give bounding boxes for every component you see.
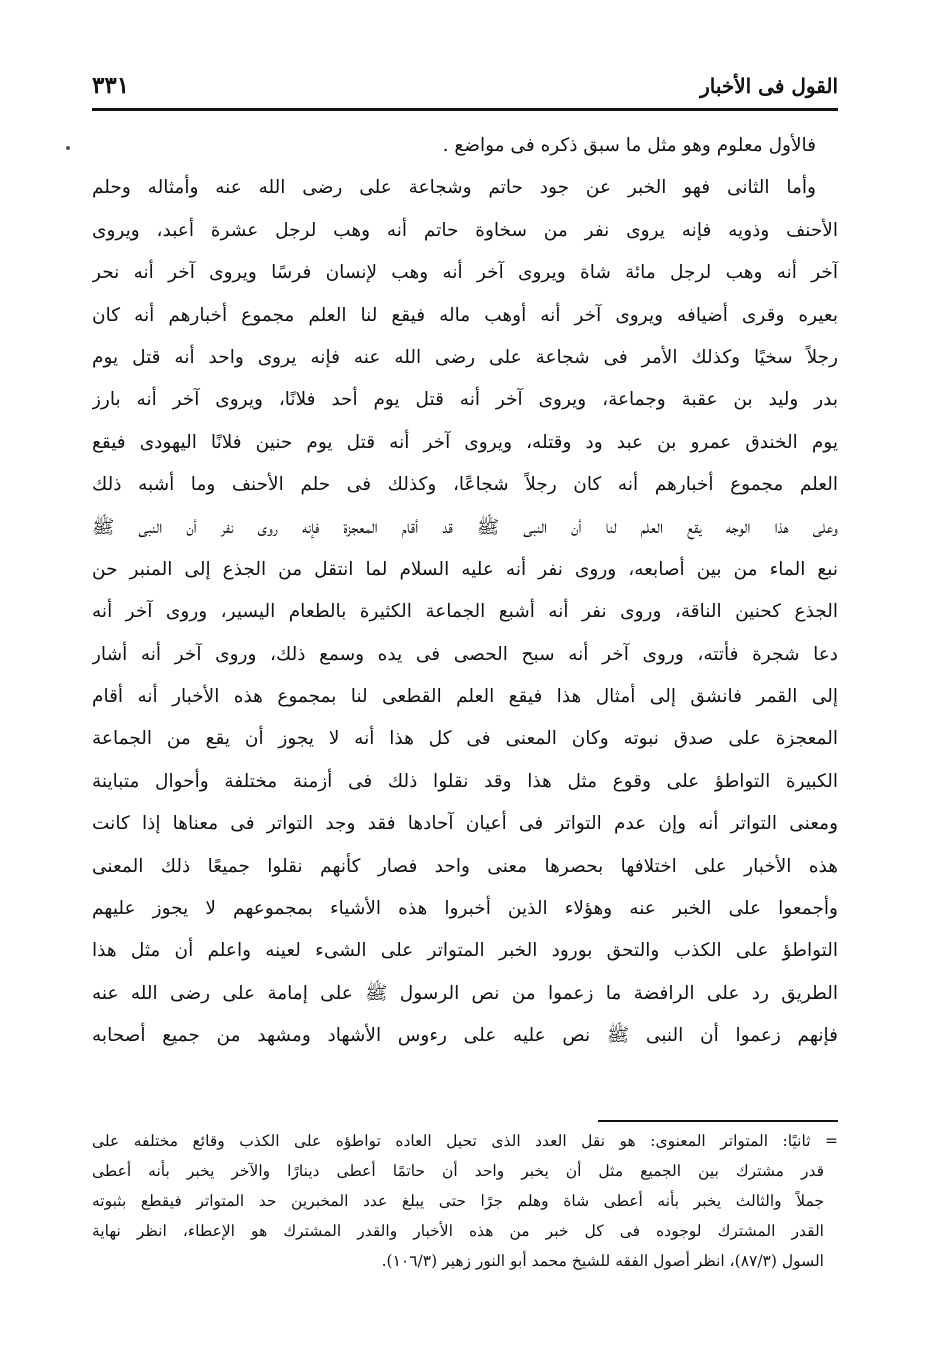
chapter-title: القول فى الأخبار (700, 74, 838, 98)
text-line: رجلاً سخيًا وكذلك الأمر فى شجاعة على رضى الله عنه فإنه يروى واحد أنه قتل يوم (92, 346, 838, 368)
margin-mark (66, 146, 70, 150)
page-number: ٣٣١ (92, 72, 130, 99)
text-line: فالأول معلوم وهو مثل ما سبق ذكره فى مواضع . (442, 135, 816, 156)
main-text (92, 125, 838, 1058)
text-line: الكبيرة التواطؤ على وقوع مثل هذا وقد نقلوا ذلك فى أزمنة مختلفة وأحوال متباينة (92, 770, 838, 792)
footnote-line: قدر مشترك بين الجميع مثل أن يخبر واحد أن حاتمًا أعطى دينارًا والآخر يخبر بأنه أعطى (92, 1162, 824, 1180)
text-line: وأجمعوا على الخبر عنه وهؤلاء الذين أخبروا هذه الأشياء بمجموعهم لا يجوز عليهم (92, 898, 838, 920)
footnote-line: جملاً والثالث يخبر بأنه أعطى شاة وهلم جرًا حتى يبلغ عدد المخبرين حد المتواتر فيقطع بثبوته (92, 1192, 824, 1210)
text-line: وعلى هذا الوجه يقع العلم لنا أن النبى ﷺ قد أقام المعجزة فإنه روى نفر أن النبى ﷺ (92, 516, 838, 538)
text-line: الطريق رد على الرافضة ما زعموا من نص الرسول ﷺ على إمامة على رضى الله عنه (92, 982, 838, 1004)
footnote-line: = ثانيًا: المتواتر المعنوى: هو نقل العدد الذى تحيل العاده تواطؤه على الكذب وقائع مختلفه على (92, 1132, 838, 1150)
text-line: وأما الثانى فهو الخبر عن جود حاتم وشجاعة على رضى الله عنه وأمثاله وحلم (92, 177, 816, 199)
footnote-line: السول (٨٧/٣)، انظر أصول الفقه للشيخ محمد أبو النور زهير (١٠٦/٣). (381, 1252, 824, 1270)
text-line: التواطؤ على الكذب والتحق بورود الخبر المتواتر على الشىء لعينه واعلم أن مثل هذا (92, 940, 838, 962)
text-line: الأحنف وذويه فإنه يروى نفر من سخاوة حاتم أنه وهب لرجل عشرة أعبد، ويروى (92, 219, 838, 241)
header-rule (92, 108, 838, 111)
footnote-rule (598, 1120, 838, 1122)
text-line: المعجزة على صدق نبوته وكان المعنى فى كل هذا أنه لا يجوز أن يقع من الجماعة (92, 728, 838, 750)
footnote-line: القدر المشترك لوجوده فى كل خبر من هذه الأخبار والقدر المشترك هو الإعطاء، انظر نهاية (92, 1222, 824, 1240)
text-line: الجذع كحنين الناقة، وروى نفر أنه أشبع الجماعة الكثيرة بالطعام اليسير، وروى آخر أنه (92, 601, 838, 623)
text-line: العلم مجموع أخبارهم أنه كان رجلاً شجاعًا، وكذلك فى حلم الأحنف وما أشبه ذلك (92, 474, 838, 496)
text-line: بعيره وقرى أضيافه ويروى آخر أنه أوهب ماله فيقع لنا العلم مجموع أخبارهم أنه كان (92, 304, 838, 326)
text-line: آخر أنه وهب لرجل مائة شاة ويروى آخر أنه وهب لإنسان فرسًا ويروى آخر أنه نحر (92, 262, 838, 284)
footnote (92, 1126, 838, 1276)
text-line: يوم الخندق عمرو بن عبد ود وقتله، ويروى آخر أنه قتل يوم حنين فلانًا اليهودى فيقع (92, 431, 838, 453)
text-line: إلى القمر فانشق إلى أمثال هذا فيقع العلم القطعى لنا بمجموع هذه الأخبار أنه أقام (92, 686, 838, 708)
text-line: فإنهم زعموا أن النبى ﷺ نص عليه على رءوس الأشهاد ومشهد من جميع أصحابه (92, 1025, 838, 1047)
text-line: بدر وليد بن عقبة وجماعة، ويروى آخر أنه قتل يوم أحد فلانًا، ويروى آخر أنه بارز (92, 389, 838, 411)
text-line: ومعنى التواتر أنه وإن عدم التواتر فى أعيان آحادها فقد وجد التواتر فى معناها إذا كانت (92, 813, 838, 835)
text-line: دعا شجرة فأتته، وروى آخر أنه سبح الحصى فى يده وسمع ذلك، وروى آخر أنه أشار (92, 643, 838, 665)
running-header (92, 68, 838, 108)
text-line: نبع الماء من بين أصابعه، وروى نفر أنه عليه السلام لما انتقل من الجذع إلى المنبر حن (92, 558, 838, 580)
text-line: هذه الأخبار على اختلافها بحصرها معنى واحد فصار كأنهم نقلوا جميعًا ذلك المعنى (92, 855, 838, 877)
